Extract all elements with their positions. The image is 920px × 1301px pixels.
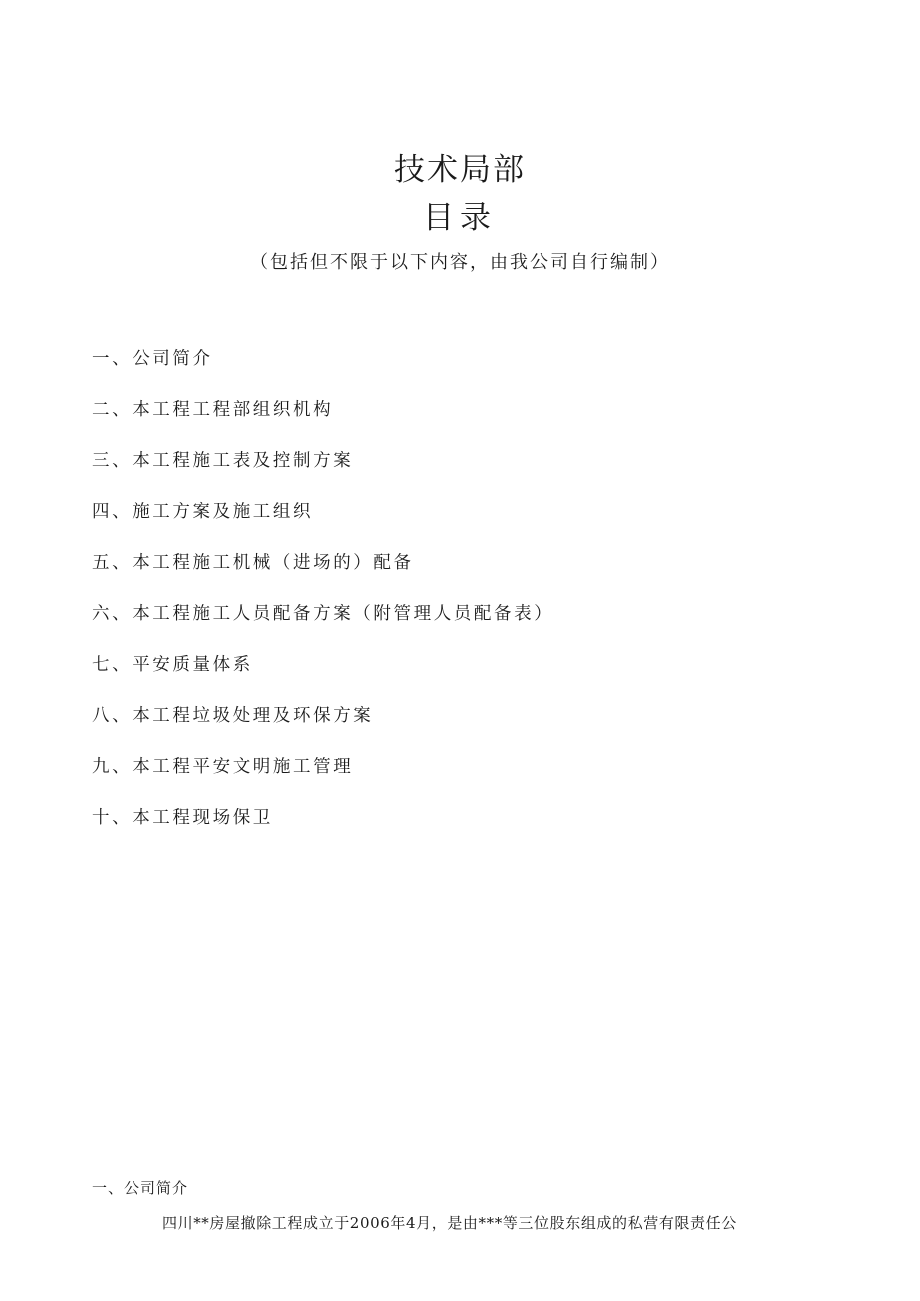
toc-item: 一、公司简介 [92, 349, 213, 369]
document-title: 技术局部 [394, 152, 526, 188]
body-paragraph: 四川**房屋撤除工程成立于2006年4月，是由***等三位股东组成的私营有限责任公 [162, 1214, 737, 1232]
toc-item: 九、本工程平安文明施工管理 [92, 757, 354, 777]
toc-item: 八、本工程垃圾处理及环保方案 [92, 706, 374, 726]
toc-item: 十、本工程现场保卫 [92, 808, 273, 828]
toc-item: 七、平安质量体系 [92, 655, 253, 675]
section-heading: 一、公司简介 [92, 1179, 189, 1197]
toc-title: 目录 [423, 200, 497, 236]
toc-list [92, 346, 554, 856]
toc-item: 六、本工程施工人员配备方案（附管理人员配备表） [92, 604, 555, 624]
toc-item: 三、本工程施工表及控制方案 [92, 451, 354, 471]
toc-item: 二、本工程工程部组织机构 [92, 400, 334, 420]
toc-item: 五、本工程施工机械（进场的）配备 [92, 553, 414, 573]
toc-item: 四、施工方案及施工组织 [92, 502, 314, 522]
toc-subtitle: （包括但不限于以下内容，由我公司自行编制） [250, 252, 670, 273]
